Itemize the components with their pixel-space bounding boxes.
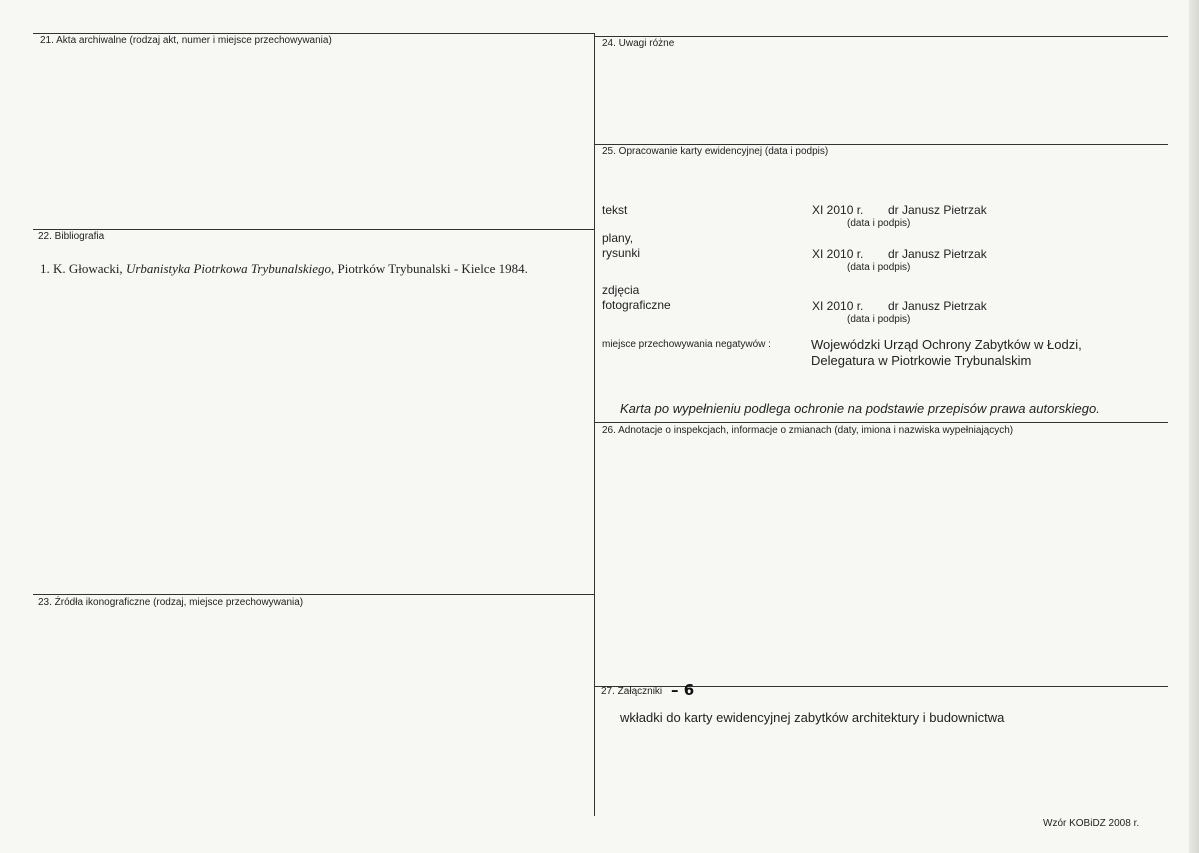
field-27-label: 27. Załączniki [601,686,663,697]
field-22-label: 22. Bibliografia [38,231,105,242]
card-row-text-caption: (data i podpis) [847,218,911,229]
divider-top-left [33,33,595,34]
divider-top-right [595,36,1168,37]
card-row-photos-label-2: fotograficzne [602,298,671,312]
card-row-plans-author: dr Janusz Pietrzak [888,247,987,261]
bibliography-author: 1. K. Głowacki, [40,261,126,276]
bibliography-publication: , Piotrków Trybunalski - Kielce 1984. [331,261,528,276]
card-row-plans-caption: (data i podpis) [847,262,911,273]
card-row-plans-date: XI 2010 r. [812,247,864,261]
negatives-location-line-1: Wojewódzki Urząd Ochrony Zabytków w Łodzi, [811,337,1082,352]
field-25-label: 25. Opracowanie karty ewidencyjnej (data i podpis) [602,146,829,157]
card-row-photos-label-1: zdjęcia [602,283,640,297]
template-version-footer: Wzór KOBiDZ 2008 r. [1043,818,1140,829]
card-row-text-author: dr Janusz Pietrzak [888,203,987,217]
card-row-text-label: tekst [602,203,628,217]
card-row-photos-caption: (data i podpis) [847,314,911,325]
copyright-note: Karta po wypełnieniu podlega ochronie na podstawie przepisów prawa autorskiego. [620,401,1100,416]
bibliography-entry [40,261,528,277]
center-divider [594,33,595,816]
bibliography-title: Urbanistyka Piotrkowa Trybunalskiego [125,261,332,276]
divider-iconography [33,594,595,595]
field-21-label: 21. Akta archiwalne (rodzaj akt, numer i miejsce przechowywania) [40,35,332,46]
card-row-photos-author: dr Janusz Pietrzak [888,299,987,313]
field-24-label: 24. Uwagi różne [602,38,675,49]
card-row-plans-label-1: plany, [602,231,634,245]
card-row-photos-date: XI 2010 r. [812,299,864,313]
paper-edge [1189,0,1199,853]
negatives-label: miejsce przechowywania negatywów : [602,339,771,350]
card-row-text-date: XI 2010 r. [812,203,864,217]
negatives-location-line-2: Delegatura w Piotrkowie Trybunalskim [811,353,1032,368]
field-23-label: 23. Źródła ikonograficzne (rodzaj, miejsce przechowywania) [38,597,304,608]
card-row-plans-label-2: rysunki [602,246,641,260]
field-26-label: 26. Adnotacje o inspekcjach, informacje o zmianach (daty, imiona i nazwiska wypełniających) [602,425,1014,436]
attachments-count-handwritten: – 6 [671,681,695,699]
divider-card-prep [595,144,1168,145]
attachments-description: wkładki do karty ewidencyjnej zabytków architektury i budownictwa [620,710,1005,725]
divider-bibliography [33,229,595,230]
divider-annotations [595,422,1168,423]
